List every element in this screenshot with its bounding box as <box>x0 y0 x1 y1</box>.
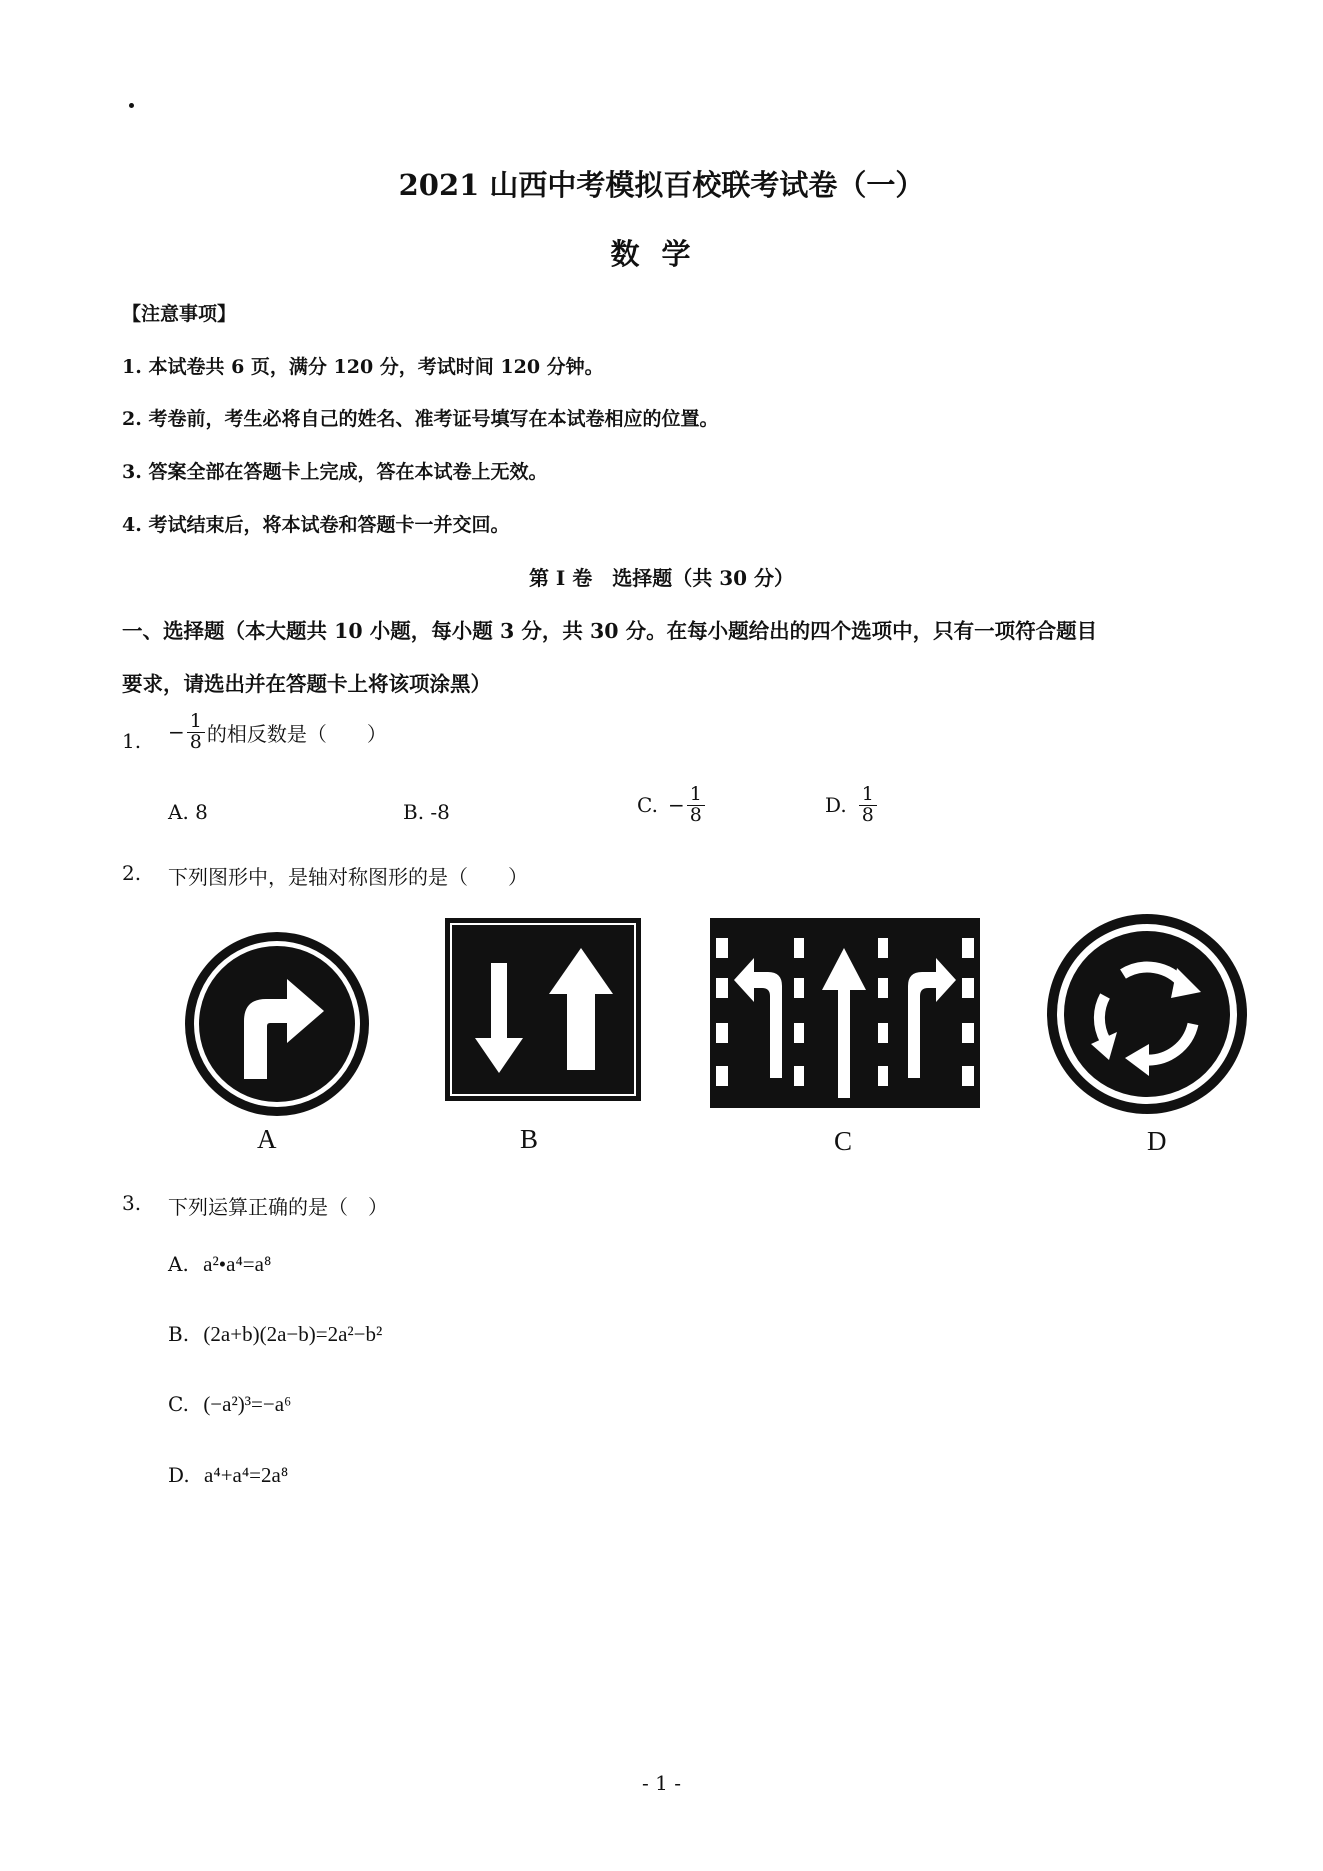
question-1-number: 1. <box>122 729 142 753</box>
section-instruction-line2: 要求，请选出并在答题卡上将该项涂黑） <box>122 672 491 696</box>
roundabout-sign-icon <box>1045 912 1250 1117</box>
option-label: A. <box>168 800 189 824</box>
question-3-text: 下列运算正确的是（ ） <box>168 1195 388 1219</box>
page-number: - 1 - <box>642 1771 681 1795</box>
fraction-numerator: 1 <box>859 785 877 806</box>
option-label: D. <box>168 1463 190 1487</box>
q3-option-b <box>168 1322 382 1347</box>
subject-title: 数学 <box>610 237 713 271</box>
q1-option-d <box>825 785 879 826</box>
minus-sign: − <box>667 793 685 818</box>
sign-label-d: D <box>1147 1126 1167 1156</box>
fraction-denominator: 8 <box>861 803 874 826</box>
q3-option-c <box>168 1392 291 1417</box>
question-1-stem <box>168 712 387 753</box>
sign-label-a: A <box>257 1124 277 1154</box>
option-label: C. <box>637 793 658 818</box>
q1-option-b <box>403 800 450 824</box>
sign-label-b: B <box>520 1124 539 1154</box>
option-label: C. <box>168 1392 189 1416</box>
option-value: 8 <box>195 800 208 824</box>
fraction <box>687 785 705 826</box>
option-expression: (2a+b)(2a−b)=2a²−b² <box>203 1322 383 1346</box>
q3-option-a <box>168 1252 271 1277</box>
two-way-traffic-sign-icon <box>445 918 641 1101</box>
turn-right-sign-icon <box>182 929 372 1119</box>
section-heading: 第 I 卷 选择题（共 30 分） <box>528 566 795 590</box>
exam-title: 2021 山西中考模拟百校联考试卷（一） <box>398 168 925 202</box>
option-expression: (−a²)³=−a⁶ <box>203 1392 292 1416</box>
note-item-2: 2. 考卷前，考生必将自己的姓名、准考证号填写在本试卷相应的位置。 <box>122 408 719 430</box>
section-instruction-line1: 一、选择题（本大题共 10 小题，每小题 3 分，共 30 分。在每小题给出的四个选项中，只有一项符合题目 <box>122 619 1098 643</box>
fraction-denominator: 8 <box>689 803 702 826</box>
fraction <box>859 785 877 826</box>
q1-option-c <box>637 785 707 826</box>
q1-option-a <box>168 800 208 824</box>
option-label: D. <box>825 793 847 818</box>
fraction <box>187 712 205 753</box>
fraction-numerator: 1 <box>687 785 705 806</box>
q3-option-d <box>168 1463 288 1488</box>
option-value: -8 <box>430 800 450 824</box>
option-label: A. <box>168 1252 189 1276</box>
question-2-number: 2. <box>122 861 142 885</box>
option-expression: a⁴+a⁴=2a⁸ <box>204 1463 289 1487</box>
notes-heading: 【注意事项】 <box>122 303 237 325</box>
note-item-3: 3. 答案全部在答题卡上完成，答在本试卷上无效。 <box>122 461 548 483</box>
fraction-denominator: 8 <box>189 730 202 753</box>
minus-sign: − <box>168 720 185 745</box>
option-label: B. <box>403 800 425 824</box>
fraction-numerator: 1 <box>187 712 205 733</box>
note-item-1: 1. 本试卷共 6 页，满分 120 分，考试时间 120 分钟。 <box>122 356 604 378</box>
question-3-number: 3. <box>122 1191 142 1215</box>
question-2-text: 下列图形中，是轴对称图形的是（ ） <box>168 865 528 889</box>
scan-dot-mark <box>129 103 134 108</box>
note-item-4: 4. 考试结束后，将本试卷和答题卡一并交回。 <box>122 514 510 536</box>
question-1-text: 的相反数是（ ） <box>206 721 387 746</box>
option-label: B. <box>168 1322 190 1346</box>
sign-label-c: C <box>834 1126 853 1156</box>
option-expression: a²•a⁴=a⁸ <box>203 1252 272 1276</box>
lane-direction-sign-icon <box>710 918 980 1108</box>
